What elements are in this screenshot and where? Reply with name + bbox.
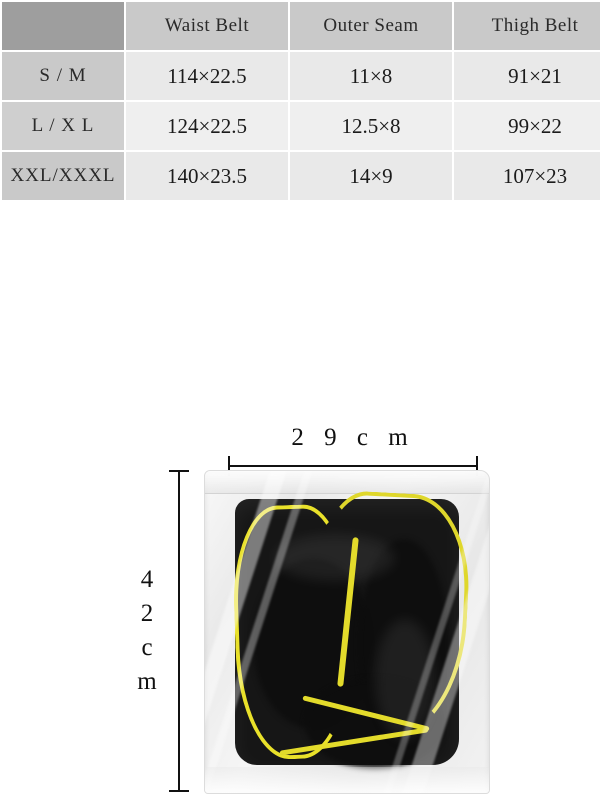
row-size-label: S / M — [1, 51, 125, 101]
height-dimension — [125, 470, 185, 792]
cell-thigh-belt: 91×21 — [453, 51, 600, 101]
cell-waist-belt: 124×22.5 — [125, 101, 289, 151]
cell-thigh-belt: 107×23 — [453, 151, 600, 201]
table-header-row — [1, 1, 600, 51]
width-dimension-label: 2 9 c m — [291, 424, 415, 451]
cell-thigh-belt: 99×22 — [453, 101, 600, 151]
height-dimension-line — [178, 470, 180, 792]
table-corner-cell — [1, 1, 125, 51]
width-dimension-line — [228, 465, 478, 467]
cell-outer-seam: 11×8 — [289, 51, 453, 101]
height-dimension-char: 2 — [140, 600, 154, 627]
row-size-label: L / X L — [1, 101, 125, 151]
column-header-outer-seam: Outer Seam — [289, 1, 453, 51]
height-dimension-char: 4 — [140, 566, 154, 593]
row-size-label: XXL/XXXL — [1, 151, 125, 201]
package-top-seal — [205, 471, 489, 494]
table-row — [1, 51, 600, 101]
cell-outer-seam: 14×9 — [289, 151, 453, 201]
cell-outer-seam: 12.5×8 — [289, 101, 453, 151]
product-package — [204, 470, 490, 794]
height-dimension-char: c — [141, 634, 153, 661]
size-chart-table — [0, 0, 600, 202]
width-dimension — [228, 424, 478, 472]
height-dimension-cap-bottom — [169, 790, 189, 792]
height-dimension-cap-top — [169, 470, 189, 472]
package-bottom-fold — [205, 767, 489, 793]
cell-waist-belt: 114×22.5 — [125, 51, 289, 101]
table-row — [1, 151, 600, 201]
height-dimension-char: m — [137, 668, 157, 695]
column-header-thigh-belt: Thigh Belt — [453, 1, 600, 51]
product-photo-area — [0, 202, 600, 695]
cell-waist-belt: 140×23.5 — [125, 151, 289, 201]
column-header-waist-belt: Waist Belt — [125, 1, 289, 51]
height-dimension-label — [125, 470, 169, 792]
table-row — [1, 101, 600, 151]
